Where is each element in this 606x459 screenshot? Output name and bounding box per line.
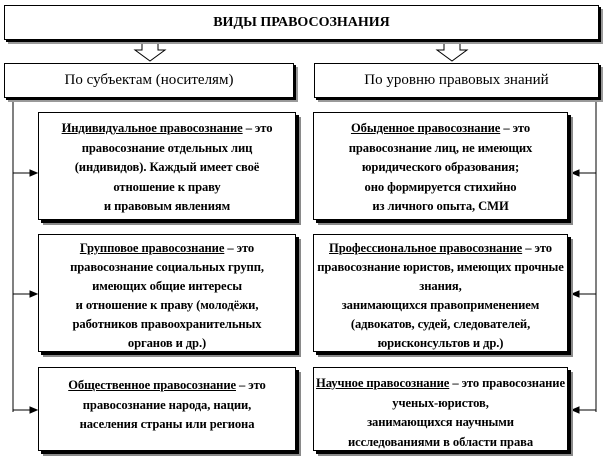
item-professional-line: занимающихся правоприменением (341, 298, 540, 312)
item-group-line: – это правосознание социальных групп, (70, 241, 264, 274)
item-individual-line: и правовым явлениям (103, 199, 231, 213)
item-professional (313, 234, 568, 352)
item-public-line: населения страны или региона (79, 417, 255, 431)
item-professional-line: – это правосознание юристов, имеющих прочные знания, (317, 241, 564, 293)
item-everyday-line: из личного опыта, СМИ (372, 199, 509, 213)
arrow-left-item-3 (13, 407, 37, 413)
item-scientific-line: занимающихся научными (367, 415, 514, 429)
item-scientific-line: – это правосознание ученых-юристов, (392, 376, 565, 410)
item-group-lead: Групповое правосознание (79, 241, 225, 255)
diagram-title-text: ВИДЫ ПРАВОСОЗНАНИЯ (213, 14, 390, 30)
item-professional-lead: Профессиональное правосознание (329, 241, 523, 255)
item-everyday-lead: Обыденное правосознание (350, 121, 501, 135)
item-everyday-line: оно формируется стихийно (364, 179, 517, 194)
diagram-title (4, 5, 599, 40)
item-group-line: работников правоохранительных (72, 317, 262, 331)
item-professional-line: (адвокатов, судей, следователей, (350, 317, 531, 331)
category-right (314, 63, 599, 98)
item-group-line: органов и др.) (127, 336, 207, 350)
item-public (38, 367, 296, 451)
category-left-label: По субъектам (носителям) (64, 72, 234, 88)
item-public-lead: Общественное правосознание (68, 378, 236, 392)
arrow-right-item-3 (572, 407, 596, 413)
item-public-line: – это правосознание народа, нации, (82, 378, 266, 412)
item-professional-line: юрисконсультов и др.) (377, 336, 504, 350)
arrow-right-item-1 (572, 170, 596, 176)
item-individual-line: – это правосознание отдельных лиц (81, 121, 273, 155)
item-individual-line: (индивидов). Каждый имеет своё (74, 160, 260, 174)
item-everyday-line: – это правосознание лиц, не имеющих (348, 121, 533, 155)
item-individual-line: отношение к праву (113, 179, 221, 194)
item-group-line: имеющих общие интересы (92, 279, 242, 293)
arrow-right-item-2 (572, 291, 596, 297)
down-arrow-left-icon (135, 41, 165, 61)
arrow-left-item-1 (13, 170, 37, 176)
down-arrow-right-icon (437, 41, 467, 61)
item-individual-lead: Индивидуальное правосознание (61, 121, 243, 135)
item-scientific (313, 367, 568, 451)
item-scientific-line: исследованиями в области права (347, 434, 534, 449)
category-left (4, 63, 294, 98)
item-group (38, 234, 296, 352)
item-scientific-lead: Научное правосознание (316, 376, 450, 390)
item-everyday-line: юридического образования; (361, 160, 520, 174)
item-individual (38, 112, 296, 220)
item-group-line: и отношение к праву (молодёжи, (75, 298, 259, 312)
arrow-left-item-2 (13, 291, 37, 297)
category-right-label: По уровню правовых знаний (364, 72, 549, 88)
item-everyday (313, 112, 568, 220)
